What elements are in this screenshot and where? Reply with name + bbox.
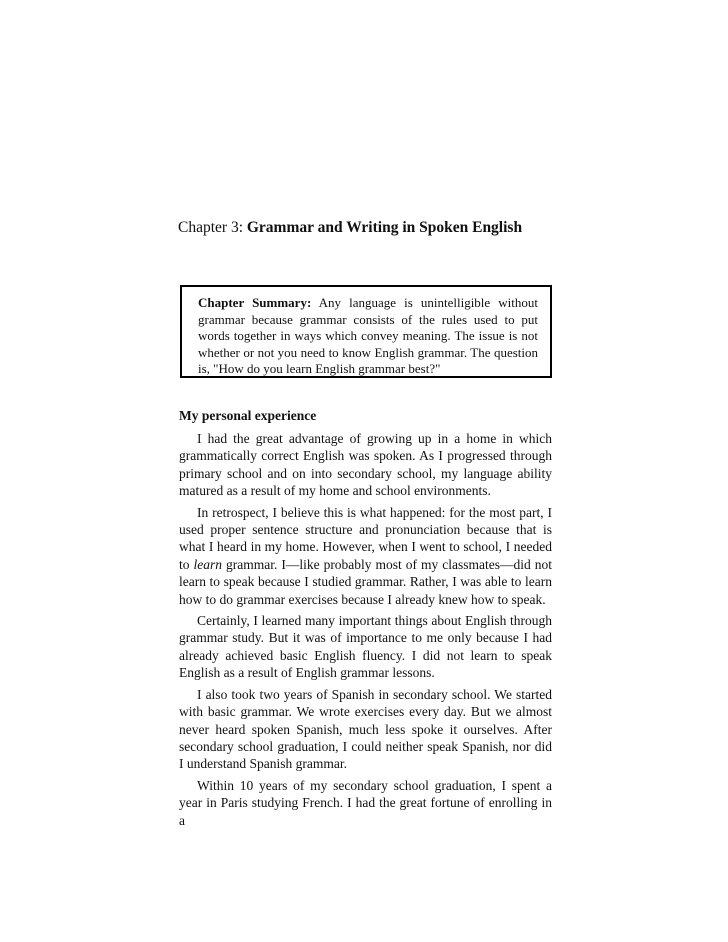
- paragraph-5: Within 10 years of my secondary school graduation, I spent a year in Paris studying French. I had the great fortune of enrolling in a: [179, 777, 552, 828]
- section-heading: My personal experience: [179, 408, 317, 423]
- paragraph-2-part-2: grammar. I—like probably most of my classmates—did not learn to speak because I studied grammar. Rather, I was able to learn how to do grammar exercises because I already knew how to speak.: [179, 556, 552, 607]
- body-text: [179, 430, 552, 833]
- chapter-summary-box: [180, 285, 552, 378]
- paragraph-1: I had the great advantage of growing up in a home in which grammatically correct English was spoken. As I progressed through primary school and on into secondary school, my language ability matured as a result of my home and school environments.: [179, 431, 552, 499]
- paragraph-2: [179, 504, 552, 608]
- chapter-title: Grammar and Writing in Spoken English: [246, 219, 523, 236]
- paragraph-4: I also took two years of Spanish in secondary school. We started with basic grammar. We wrote exercises every day. But we almost never heard spoken Spanish, much less spoke it ourselves. After secondary school graduation, I could neither speak Spanish, nor did I understand Spanish grammar.: [179, 686, 552, 772]
- chapter-summary-label: Chapter Summary:: [198, 295, 312, 310]
- paragraph-2-part-1: In retrospect, I believe this is what happened: for the most part, I used proper sentence structure and pronunciation because that is what I heard in my home. However, when I went to school, I needed to: [179, 504, 552, 572]
- chapter-heading: [178, 218, 578, 238]
- chapter-number: Chapter 3:: [178, 219, 247, 236]
- paragraph-2-emphasis: learn: [193, 556, 222, 572]
- chapter-summary-text: [198, 295, 538, 378]
- paragraph-3: Certainly, I learned many important things about English through grammar study. But it was of importance to me only because I had already achieved basic English fluency. I did not learn to speak English as a result of English grammar lessons.: [179, 613, 552, 681]
- chapter-summary-body: Any language is unintelligible without grammar because grammar consists of the rules used to put words together in ways which convey meaning. The issue is not whether or not you need to know English grammar. The question is, "How do you learn English grammar best?": [198, 295, 538, 376]
